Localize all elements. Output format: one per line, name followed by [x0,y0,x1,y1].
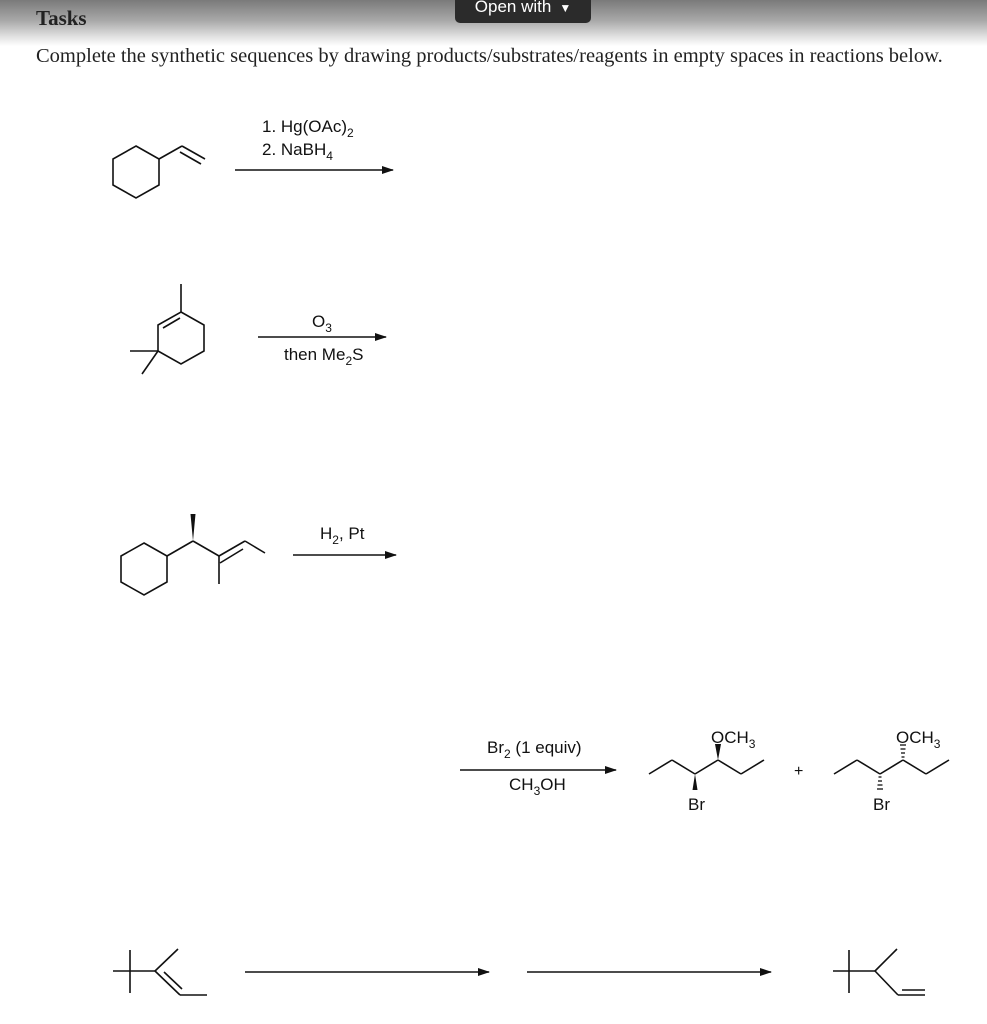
product-2-och3-label: $OCH_3$ [896,728,941,751]
instructions-text: Complete the synthetic sequences by drawing products/substrates/reagents in empty spaces in reactions below. [36,45,943,67]
reagent-2-below: then $Me_2S$ [284,345,364,368]
reagent-1b: 2. NaBH$_4$ [262,140,333,163]
cyclohexene-ring [158,312,204,364]
reagent-4-above: $Br_2$ (1 equiv) [487,738,582,761]
reagent-4-below: $CH_3OH$ [509,775,566,798]
page-title: Tasks [36,6,87,30]
product-1-br-label: Br [688,795,705,814]
product-1-och3-label: $OCH_3$ [711,728,756,751]
reaction-4 [460,760,949,774]
open-with-label: Open with [474,0,552,16]
wedge-bond-br [693,774,698,790]
plus-sign: + [794,763,804,780]
reagent-1a: 1. $Hg(OAc)_2$ [262,117,354,140]
reaction-1 [113,146,393,198]
cyclohexane-ring [113,146,159,198]
cyclohexane-ring [121,543,167,595]
reagent-2-above: $O_3$ [312,312,332,335]
reagent-3-above: $H_2$, Pt [320,524,365,547]
hashed-bond-br [877,777,883,789]
reaction-5 [113,949,925,995]
wedge-bond [191,514,196,541]
chevron-down-icon: ▼ [559,1,572,15]
reaction-3 [121,541,396,595]
product-2-br-label: Br [873,795,890,814]
